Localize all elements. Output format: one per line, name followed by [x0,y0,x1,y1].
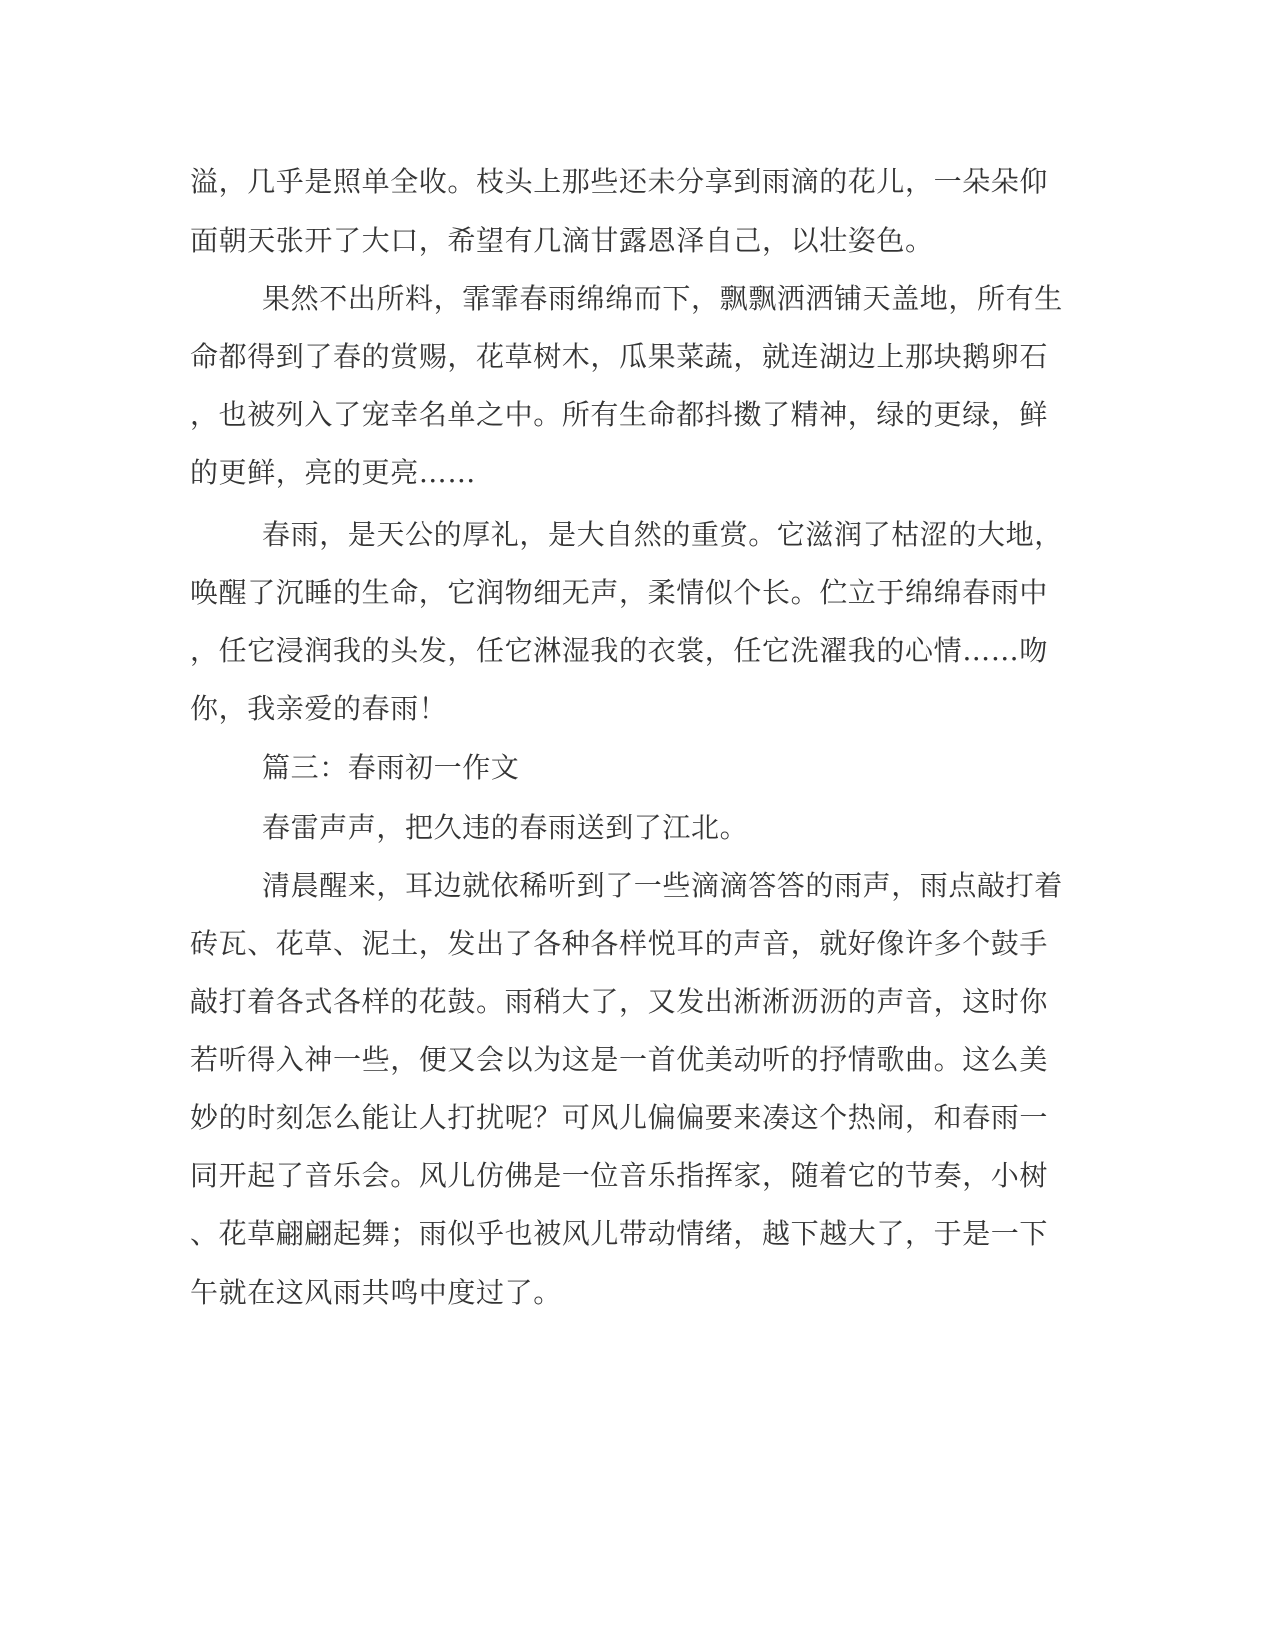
text-line: 唤醒了沉睡的生命，它润物细无声，柔情似个长。伫立于绵绵春雨中 [190,576,1049,609]
paragraph-first-line: 春雨，是天公的厚礼，是大自然的重赏。它滋润了枯涩的大地， [262,518,1063,551]
paragraph-first-line: 春雷声声，把久违的春雨送到了江北。 [262,811,749,844]
text-line: 午就在这风雨共鸣中度过了。 [190,1276,562,1309]
text-line: ，也被列入了宠幸名单之中。所有生命都抖擞了精神，绿的更绿，鲜 [190,398,1049,431]
paragraph-first-line: 清晨醒来，耳边就依稀听到了一些滴滴答答的雨声，雨点敲打着 [262,869,1063,902]
text-line: 的更鲜，亮的更亮…… [190,456,477,489]
text-line: 敲打着各式各样的花鼓。雨稍大了，又发出淅淅沥沥的声音，这时你 [190,985,1049,1018]
text-line: 妙的时刻怎么能让人打扰呢？可风儿偏偏要来凑这个热闹，和春雨一 [190,1101,1049,1134]
text-line: 命都得到了春的赏赐，花草树木，瓜果菜蔬，就连湖边上那块鹅卵石 [190,340,1049,373]
text-line: 溢，几乎是照单全收。枝头上那些还未分享到雨滴的花儿，一朵朵仰 [190,165,1049,198]
text-line: 砖瓦、花草、泥土，发出了各种各样悦耳的声音，就好像许多个鼓手 [190,927,1049,960]
paragraph-first-line: 果然不出所料，霏霏春雨绵绵而下，飘飘洒洒铺天盖地，所有生 [262,282,1063,315]
text-line: 、花草翩翩起舞；雨似乎也被风儿带动情绪，越下越大了，于是一下 [190,1217,1049,1250]
text-line: ，任它浸润我的头发，任它淋湿我的衣裳，任它洗濯我的心情……吻 [190,634,1049,667]
text-line: 同开起了音乐会。风儿仿佛是一位音乐指挥家，随着它的节奏，小树 [190,1159,1049,1192]
text-line: 你，我亲爱的春雨！ [190,692,448,725]
section-heading: 篇三：春雨初一作文 [262,751,520,784]
text-line: 若听得入神一些，便又会以为这是一首优美动听的抒情歌曲。这么美 [190,1043,1049,1076]
text-line: 面朝天张开了大口，希望有几滴甘露恩泽自己，以壮姿色。 [190,224,934,257]
